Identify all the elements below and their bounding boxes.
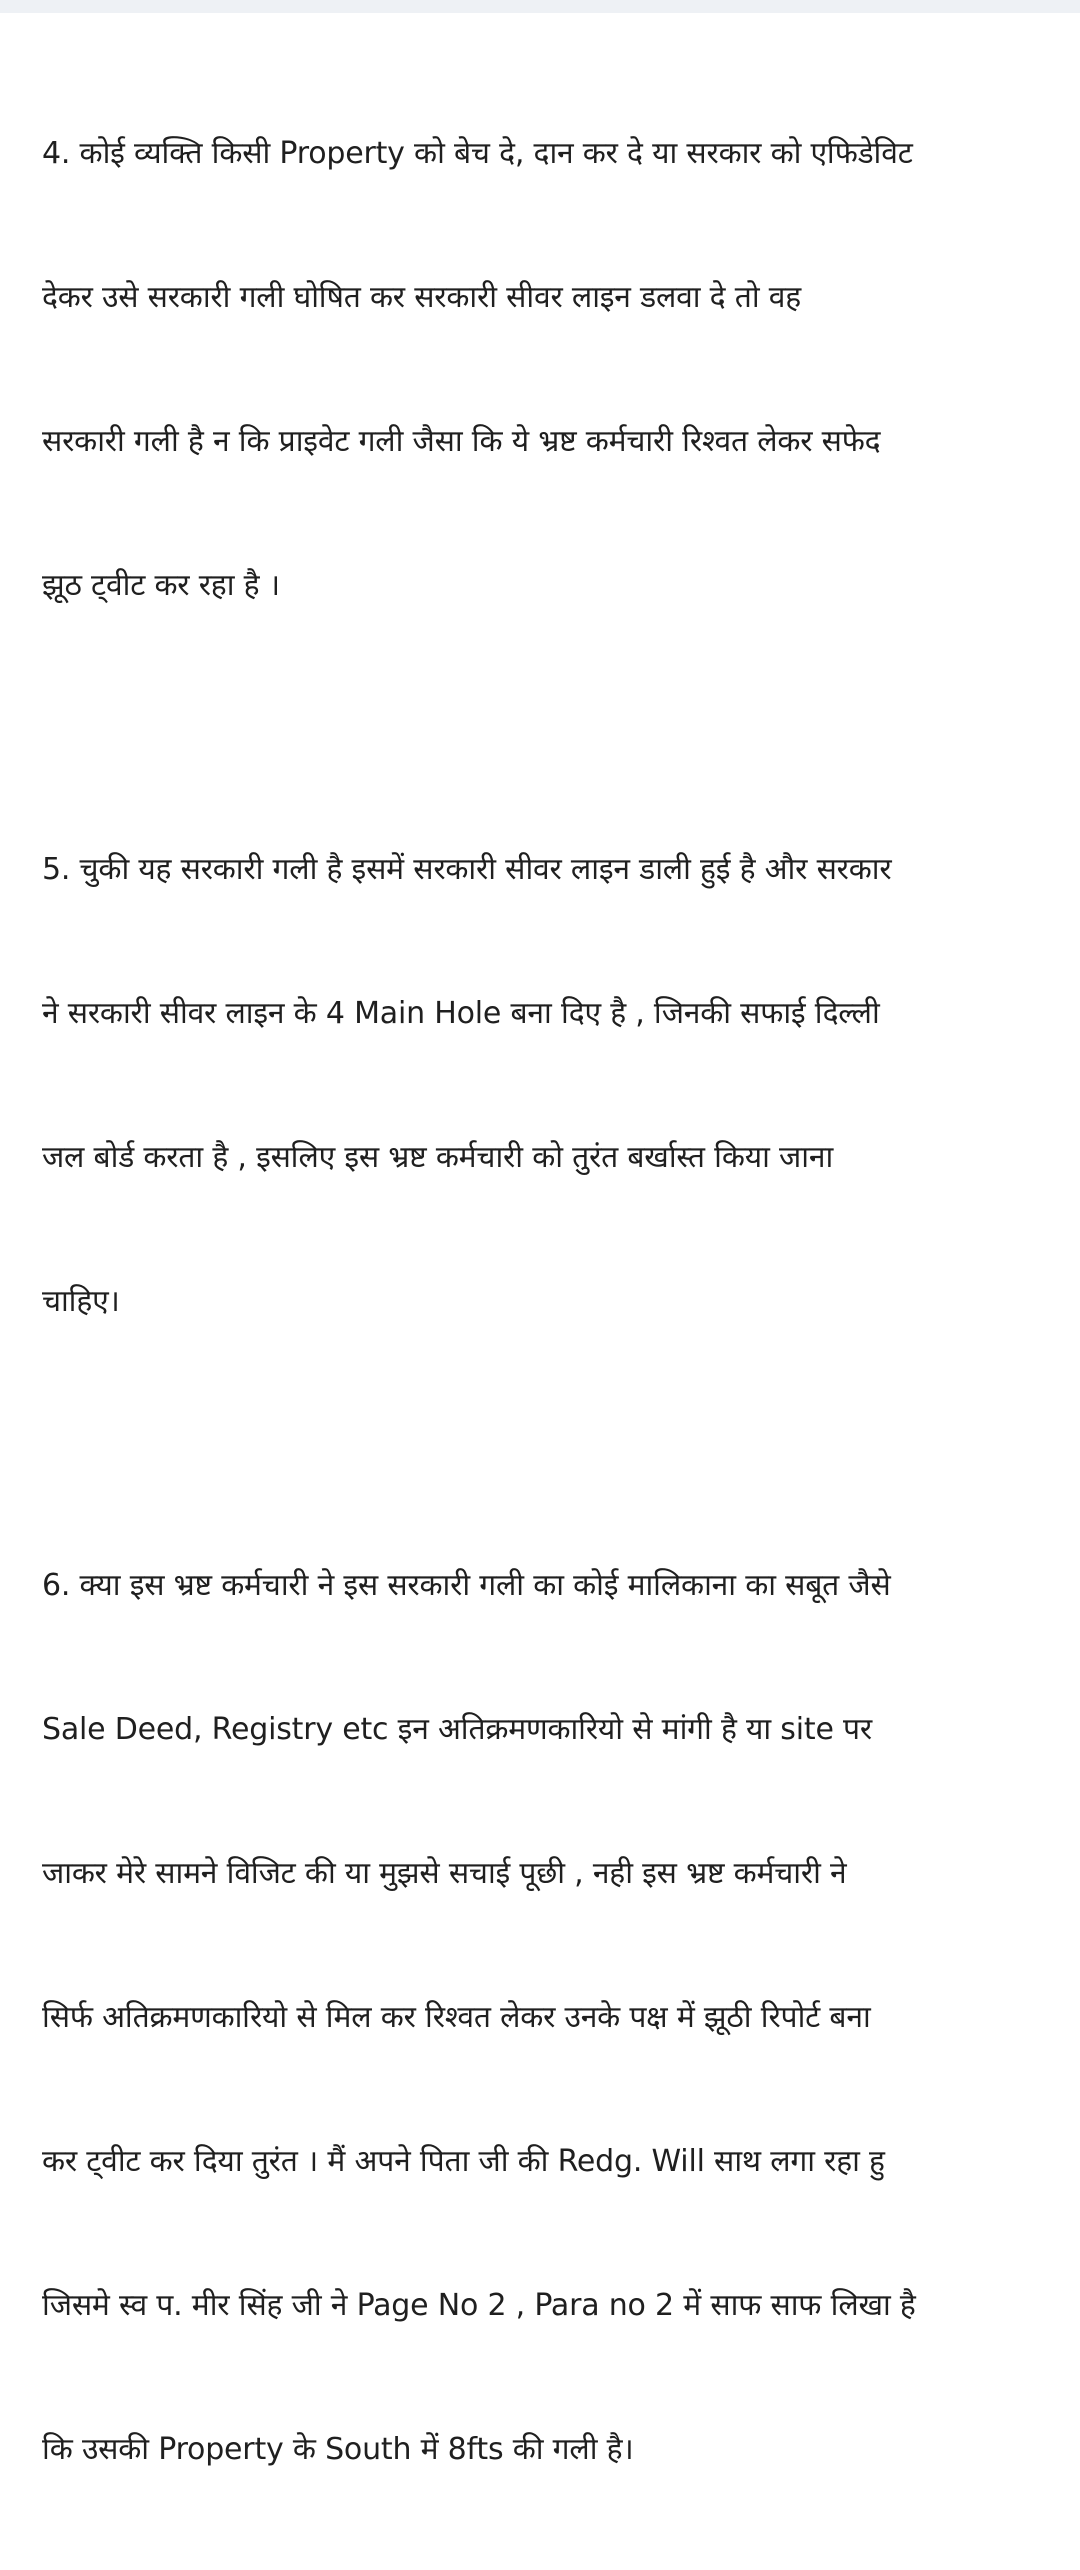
paragraph-line: सिर्फ अतिक्रमणकारियो से मिल कर रिश्वत लेकर उनके पक्ष में झूठी रिपोर्ट बना: [42, 2000, 871, 2035]
paragraph-5: [42, 750, 1042, 1422]
paragraph-line: झूठ ट्वीट कर रहा है ।: [42, 568, 280, 603]
paragraph-line: 6. क्या इस भ्रष्ट कर्मचारी ने इस सरकारी गली का कोई मालिकाना का सबूत जैसे: [42, 1568, 891, 1603]
document-body: [42, 34, 1042, 2570]
paragraph-line: 5. चुकी यह सरकारी गली है इसमें सरकारी सीवर लाइन डाली हुई है और सरकार: [42, 852, 892, 887]
paragraph-line: जाकर मेरे सामने विजिट की या मुझसे सचाई पूछी , नही इस भ्रष्ट कर्मचारी ने: [42, 1856, 847, 1891]
paragraph-line: जल बोर्ड करता है , इसलिए इस भ्रष्ट कर्मचारी को तुरंत बर्खास्त किया जाना: [42, 1140, 834, 1175]
paragraph-6: [42, 1466, 1042, 2570]
paragraph-line: 4. कोई व्यक्ति किसी Property को बेच दे, दान कर दे या सरकार को एफिडेविट: [42, 136, 913, 171]
paragraph-line: सरकारी गली है न कि प्राइवेट गली जैसा कि ये भ्रष्ट कर्मचारी रिश्वत लेकर सफेद: [42, 424, 881, 459]
top-strip: [0, 0, 1080, 13]
paragraph-line: चाहिए।: [42, 1284, 120, 1319]
paragraph-line: कि उसकी Property के South में 8fts की गली है।: [42, 2432, 634, 2467]
paragraph-4: [42, 34, 1042, 706]
paragraph-line: ने सरकारी सीवर लाइन के 4 Main Hole बना दिए है , जिनकी सफाई दिल्ली: [42, 996, 880, 1031]
paragraph-line: जिसमे स्व प. मीर सिंह जी ने Page No 2 , Para no 2 में साफ साफ लिखा है: [42, 2288, 916, 2323]
paragraph-line: Sale Deed, Registry etc इन अतिक्रमणकारियो से मांगी है या site पर: [42, 1712, 872, 1747]
paragraph-line: देकर उसे सरकारी गली घोषित कर सरकारी सीवर लाइन डलवा दे तो वह: [42, 280, 801, 315]
paragraph-line: कर ट्वीट कर दिया तुरंत । मैं अपने पिता जी की Redg. Will साथ लगा रहा हु: [42, 2144, 885, 2179]
